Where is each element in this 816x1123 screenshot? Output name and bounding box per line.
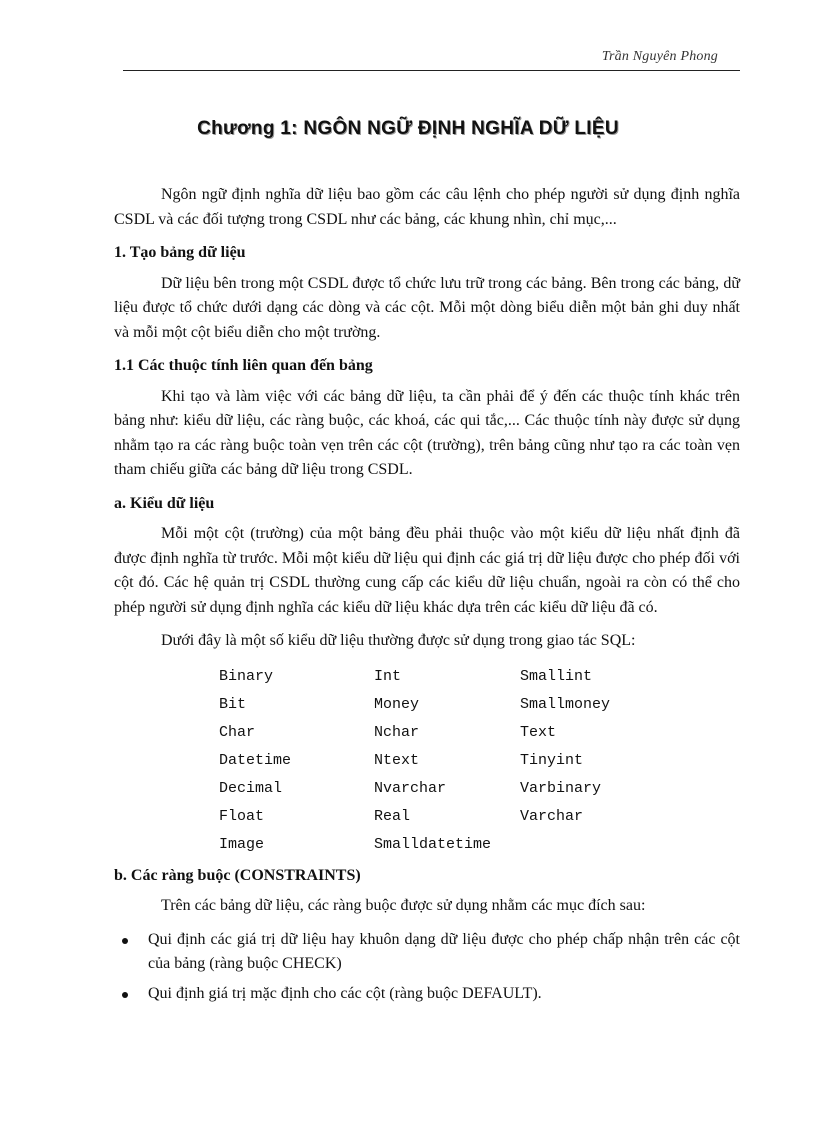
list-item xyxy=(114,928,740,977)
chapter-title: Chương 1: NGÔN NGỮ ĐỊNH NGHĨA DỮ LIỆU xyxy=(197,118,619,139)
data-type-cell: Varchar xyxy=(520,807,584,825)
data-type-cell: Varbinary xyxy=(520,779,602,797)
bullet-icon xyxy=(122,938,128,944)
data-types-row xyxy=(219,719,740,747)
data-type-cell: Text xyxy=(520,723,557,741)
bullet-icon xyxy=(122,992,128,998)
section-b-paragraph: Trên các bảng dữ liệu, các ràng buộc được sử dụng nhằm các mục đích sau: xyxy=(161,897,646,914)
data-type-cell: Decimal xyxy=(219,779,283,797)
data-type-cell: Ntext xyxy=(374,751,420,769)
data-type-cell: Money xyxy=(374,695,420,713)
data-type-cell: Image xyxy=(219,835,265,853)
data-type-cell: Binary xyxy=(219,667,274,685)
list-item xyxy=(114,982,740,1007)
header-author: Trần Nguyên Phong xyxy=(601,49,718,64)
intro-paragraph: Ngôn ngữ định nghĩa dữ liệu bao gồm các câu lệnh cho phép người sử dụng định nghĩa CSDL và các đối tượng trong CSDL như các bảng, các khung nhìn, chỉ mục,... xyxy=(114,186,740,228)
data-type-cell xyxy=(520,831,660,859)
data-type-cell: Smalldatetime xyxy=(374,835,492,853)
data-types-table xyxy=(219,663,740,859)
section-a-heading: a. Kiểu dữ liệu xyxy=(114,494,215,512)
data-type-cell: Char xyxy=(219,723,256,741)
data-type-cell: Tinyint xyxy=(520,751,584,769)
list-item-text: Qui định các giá trị dữ liệu hay khuôn dạng dữ liệu được cho phép chấp nhận trên các cột của bảng (ràng buộc CHECK) xyxy=(148,930,740,972)
data-types-intro: Dưới đây là một số kiểu dữ liệu thường được sử dụng trong giao tác SQL: xyxy=(161,632,636,649)
data-type-cell: Real xyxy=(374,807,411,825)
section-1-heading: 1. Tạo bảng dữ liệu xyxy=(114,244,246,261)
constraints-list xyxy=(114,928,740,1007)
data-types-row xyxy=(219,747,740,775)
list-item-text: Qui định giá trị mặc định cho các cột (ràng buộc DEFAULT). xyxy=(148,984,542,1002)
page-content xyxy=(114,183,740,1011)
data-types-row xyxy=(219,831,740,859)
data-types-row xyxy=(219,803,740,831)
data-types-row xyxy=(219,691,740,719)
header-rule xyxy=(123,70,740,71)
section-1-1-heading: 1.1 Các thuộc tính liên quan đến bảng xyxy=(114,357,373,374)
data-type-cell: Bit xyxy=(219,695,247,713)
section-1-1-paragraph: Khi tạo và làm việc với các bảng dữ liệu, ta cần phải để ý đến các thuộc tính khác trên bảng như: kiểu dữ liệu, các ràng buộc, các khoá, các qui tắc,... Các thuộc tính này được sử dụng nhằm tạo ra các ràng buộc toàn vẹn trên các cột (trường), trên bảng cũng như tạo ra các toàn vẹn tham chiếu giữa các bảng dữ liệu trong CSDL. xyxy=(114,387,740,478)
section-1-paragraph: Dữ liệu bên trong một CSDL được tổ chức lưu trữ trong các bảng. Bên trong các bảng, dữ liệu được tổ chức dưới dạng các dòng và các cột. Mỗi một dòng biểu diễn một bản ghi duy nhất và mỗi một cột biểu diễn cho một trường. xyxy=(114,274,740,341)
data-types-row xyxy=(219,663,740,691)
section-b-heading: b. Các ràng buộc (CONSTRAINTS) xyxy=(114,866,361,884)
data-type-cell: Nchar xyxy=(374,723,420,741)
data-type-cell: Float xyxy=(219,807,265,825)
data-type-cell: Datetime xyxy=(219,751,292,769)
section-a-paragraph: Mỗi một cột (trường) của một bảng đều phải thuộc vào một kiểu dữ liệu nhất định đã được định nghĩa từ trước. Mỗi một kiểu dữ liệu qui định các giá trị dữ liệu được cho phép đối với cột đó. Các hệ quản trị CSDL thường cung cấp các kiểu dữ liệu chuẩn, ngoài ra còn có thể cho phép người sử dụng định nghĩa các kiểu dữ liệu khác dựa trên các kiểu dữ liệu đã có. xyxy=(114,525,740,616)
data-type-cell: Int xyxy=(374,667,402,685)
data-type-cell: Nvarchar xyxy=(374,779,447,797)
data-type-cell: Smallint xyxy=(520,667,593,685)
data-types-row xyxy=(219,775,740,803)
data-type-cell: Smallmoney xyxy=(520,695,611,713)
